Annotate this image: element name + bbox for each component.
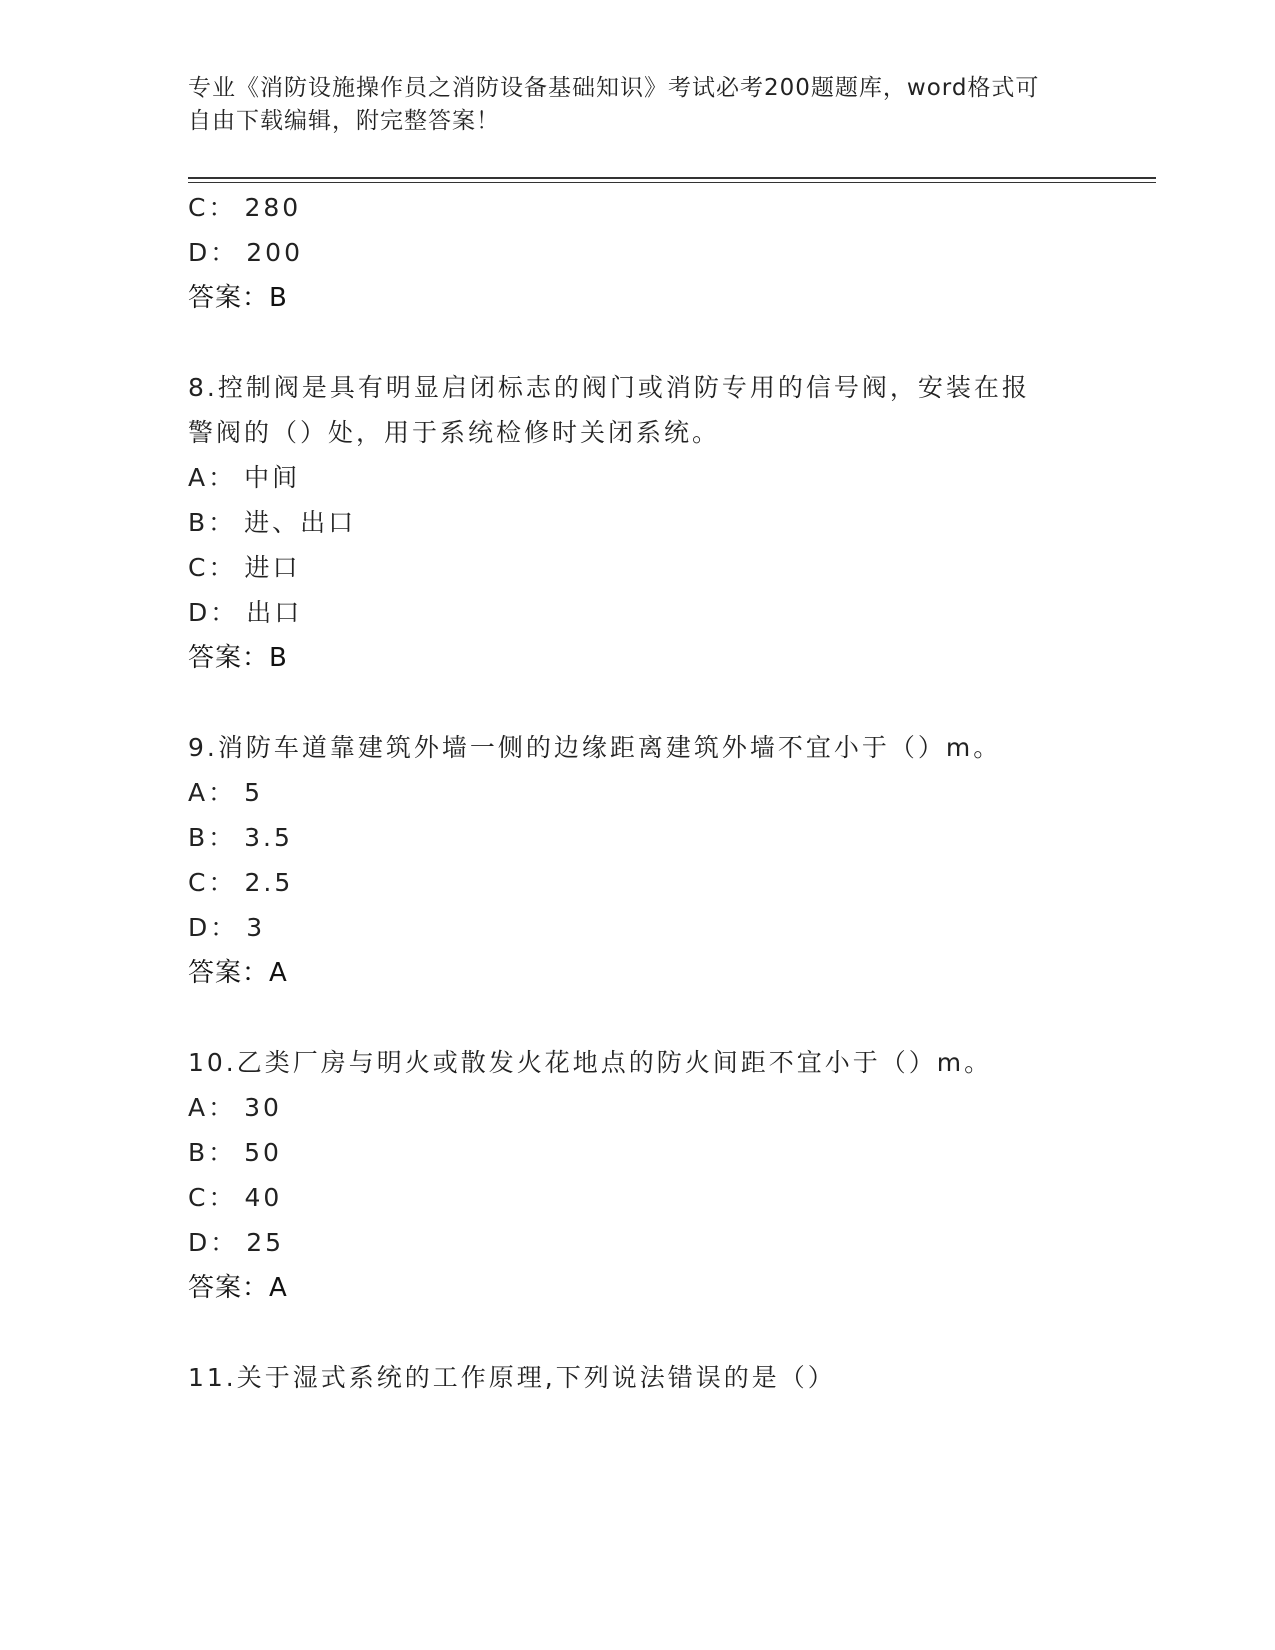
option-value: 进口 xyxy=(244,553,301,582)
option-key: D： xyxy=(188,1228,239,1257)
question-8-stem-line-1: 8.控制阀是具有明显启闭标志的阀门或消防专用的信号阀，安装在报 xyxy=(188,373,1030,402)
option-key: D： xyxy=(188,598,239,627)
header-title-line-2: 自由下载编辑，附完整答案！ xyxy=(188,108,500,134)
answer-line: 答案：B xyxy=(188,283,288,313)
option-key: C： xyxy=(188,553,237,582)
option-b xyxy=(188,1138,282,1168)
option-key: C： xyxy=(188,193,237,222)
option-value: 5 xyxy=(244,778,264,807)
option-key: C： xyxy=(188,868,237,897)
answer-line: 答案：A xyxy=(188,1273,288,1303)
option-value: 50 xyxy=(244,1138,282,1167)
question-11-stem: 11.关于湿式系统的工作原理,下列说法错误的是（） xyxy=(188,1363,836,1392)
header-rule-thin xyxy=(188,182,1156,183)
option-c xyxy=(188,553,300,583)
question-8-stem-line-2: 警阀的（）处，用于系统检修时关闭系统。 xyxy=(188,418,721,447)
option-key: B： xyxy=(188,1138,237,1167)
page-header xyxy=(188,72,1068,138)
option-value: 30 xyxy=(244,1093,282,1122)
option-c xyxy=(188,1183,282,1213)
option-key: B： xyxy=(188,508,237,537)
option-key: D： xyxy=(188,238,239,267)
option-value: 3 xyxy=(246,913,266,942)
option-a xyxy=(188,778,263,808)
option-key: B： xyxy=(188,823,237,852)
option-value: 200 xyxy=(246,238,303,267)
option-b xyxy=(188,508,356,538)
option-c xyxy=(188,868,293,898)
option-value: 40 xyxy=(244,1183,283,1212)
option-key: D： xyxy=(188,913,239,942)
option-value: 25 xyxy=(246,1228,285,1257)
answer-line: 答案：A xyxy=(188,958,288,988)
option-a xyxy=(188,463,300,493)
option-value: 280 xyxy=(244,193,302,222)
option-value: 进、出口 xyxy=(244,508,357,537)
header-title-line-1: 专业《消防设施操作员之消防设备基础知识》考试必考200题题库，word格式可 xyxy=(188,75,1040,101)
option-a xyxy=(188,1093,282,1123)
option-c xyxy=(188,193,301,223)
option-key: A： xyxy=(188,463,237,492)
option-key: A： xyxy=(188,778,237,807)
option-value: 出口 xyxy=(246,598,303,627)
question-9-stem: 9.消防车道靠建筑外墙一侧的边缘距离建筑外墙不宜小于（）m。 xyxy=(188,733,1002,762)
option-value: 3.5 xyxy=(244,823,293,852)
header-rule-thick xyxy=(188,177,1156,179)
answer-line: 答案：B xyxy=(188,643,288,673)
option-d xyxy=(188,1228,284,1258)
option-b xyxy=(188,823,293,853)
option-value: 2.5 xyxy=(244,868,294,897)
option-key: C： xyxy=(188,1183,237,1212)
question-10-stem: 10.乙类厂房与明火或散发火花地点的防火间距不宜小于（）m。 xyxy=(188,1048,993,1077)
option-value: 中间 xyxy=(244,463,301,492)
option-key: A： xyxy=(188,1093,237,1122)
option-d xyxy=(188,238,303,268)
option-d xyxy=(188,598,302,628)
option-d xyxy=(188,913,265,943)
